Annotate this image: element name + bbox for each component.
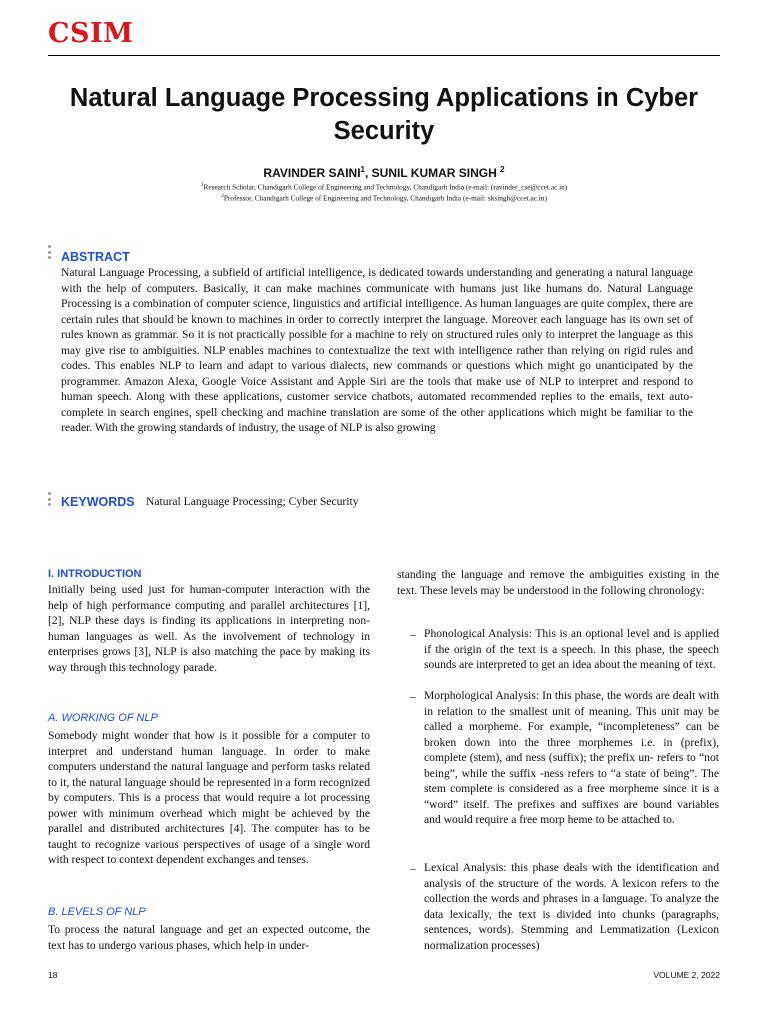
affiliation-2-sup: 2 (221, 193, 224, 199)
working-text: Somebody might wonder that how is it possible for a computer to interpret and understand human language. In order to make computers understand the natural language and perform tasks related to it, the natural language should be represented in a form recognized by computers. This is a process that would require a lot processing power with minimum overhead which might be achieved by the parallel and distributed architectures [4]. The computer has to be taught to recognize various perspectives of usage of a single word with respect to context dependent exchanges and tenses. (48, 729, 370, 867)
author-separator: , (365, 166, 372, 180)
affiliation-1-sup: 1 (200, 182, 204, 188)
intro-heading: I. INTRODUCTION (48, 568, 142, 580)
intro-text: Initially being used just for human-computer interaction with the help of high performance computing and parallel architectures [1], [2], NLP these days is finding its applications in interpreting non-human languages as well. As the involvement of technology in enterprises grows [3], NLP is also matching the pace by making its way through this technology parade. (48, 583, 370, 674)
keywords-label: KEYWORDS (61, 495, 135, 509)
working-heading: A. WORKING OF NLP (48, 712, 158, 724)
bullet-mark: – (410, 628, 416, 641)
abstract-dots-icon (48, 245, 52, 262)
keywords-text: Natural Language Processing; Cyber Security (146, 495, 359, 508)
intro-paragraph (48, 582, 370, 675)
abstract-label: ABSTRACT (61, 250, 130, 264)
working-paragraph (48, 728, 370, 868)
affiliation-2 (40, 193, 728, 202)
author-1-sup: 1 (360, 165, 365, 174)
list-item: Phonological Analysis: This is an optional level and is applied if the origin of the text is a speech. In this phase, the speech sounds are interpreted to get an idea about the meaning of text. (424, 627, 719, 672)
affiliation-1-text: Research Scholar, Chandigarh College of Engineering and Technology, Chandigarh India (e-mail: (ravinder_cse@ccet.ac.in) (203, 182, 568, 192)
author-2-sup: 2 (500, 165, 505, 174)
abstract-text: Natural Language Processing, a subfield of artificial intelligence, is dedicated towards understanding and generating a natural language with the help of computers. Basically, it can make machines communicate with humans just like humans do. Natural Language Processing is a combination of computer science, linguistics and artificial intelligence. As human languages are quite complex, there are certain rules that should be known to machines in order to correctly interpret the language. Moreover each language has its own set of rules known as grammar. So it is not practically possible for a machine to rely on structured rules only to interpret the language as this may give rise to ambiguities. NLP enables machines to contextualize the text with intelligence rather than relying on rigid rules and codes. This enables NLP to learn and adapt to various dialects, new commands or questions which might go unanticipated by the programmer. Amazon Alexa, Google Voice Assistant and Apple Siri are the tools that make use of NLP to interpret and respond to human speech. Along with these applications, customer service chatbots, automated recommended replies to the emails, text auto-complete in search engines, spell checking and machine translation are some of the other applications which might be familiar to the reader. With the growing standards of industry, the usage of NLP is also growing (61, 266, 693, 435)
list-item: Morphological Analysis: In this phase, the words are dealt with in relation to the smallest unit of meaning. This unit may be called a morpheme. For example, “incompleteness” can be broken down into the three morphemes i.e. in (prefix), complete (stem), and ness (suffix); the prefix un- refers to “not being”, while the suffix -ness refers to “a state of being”. The stem complete is considered as a free morpheme since it is a “word” itself. The prefixes and suffixes are bound variables and would require a free morp heme to be attached to. (424, 689, 719, 827)
bullet-mark: – (410, 690, 416, 703)
levels-heading: B. LEVELS OF NLP (48, 906, 146, 918)
page-number: 18 (48, 970, 58, 980)
header-rule (48, 55, 720, 56)
list-item: Lexical Analysis: this phase deals with the identification and analysis of the structure of the words. A lexicon refers to the collection the words and phrases in a language. To analyze the data lexically, the text is divided into chunks (paragraphs, sentences, words). Stemming and Lemmatization (Lexicon normalization processes) (424, 861, 719, 952)
right-cont-text: standing the language and remove the ambiguities existing in the text. These levels may be understood in the following chronology: (397, 568, 719, 597)
levels-text: To process the natural language and get an expected outcome, the text has to undergo various phases, which help in under- (48, 923, 370, 952)
journal-logo: CSIM (48, 18, 134, 49)
bullet-mark: – (410, 862, 416, 875)
author-2-name: SUNIL KUMAR SINGH (371, 166, 501, 180)
volume-label: VOLUME 2, 2022 (653, 970, 720, 980)
right-continuation (397, 567, 719, 598)
levels-paragraph (48, 922, 370, 953)
author-line (40, 165, 728, 180)
affiliation-1 (40, 182, 728, 191)
keywords-dots-icon (48, 492, 52, 509)
affiliation-2-text: Professor, Chandigarh College of Engineering and Technology, Chandigarh India (e-mail: sksingh@ccet.ac.in) (223, 193, 547, 203)
paper-title: Natural Language Processing Applications in Cyber Security (69, 84, 699, 145)
author-1-name: RAVINDER SAINI (263, 166, 361, 180)
